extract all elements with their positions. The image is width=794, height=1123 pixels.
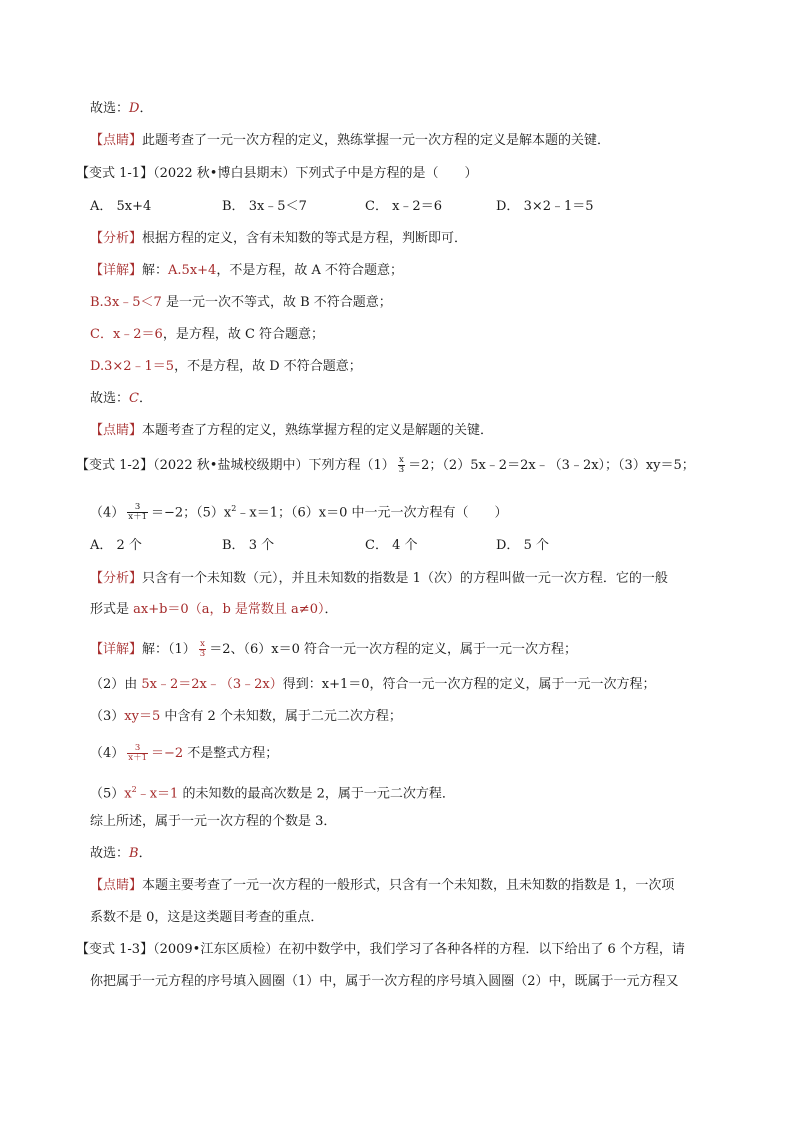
fraction: $\frac{x}{3}$ — [199, 639, 206, 659]
fraction: $\frac{3}{x+1}$ — [128, 502, 147, 523]
fenxi-line — [90, 229, 467, 249]
fraction: $\frac{x}{3}$ — [398, 455, 405, 475]
option-c: C． 4 个 — [365, 538, 418, 553]
xiangjie-line-2: B.3x﹣5＜7 是一元一次不等式，故 B 不符合题意； — [90, 295, 392, 310]
dianjing-line-1: 【点睛】本题主要考查了一元一次方程的一般形式，只含有一个未知数，且未知数的指数是 1，一次项 — [90, 878, 675, 893]
question-line-2: （4） $\frac{3}{x+1}$ ＝−2；$(5)x^2﹣x=1$；（6）x＝0 中一元一次方程有（ ） — [90, 502, 508, 523]
answer-value: B — [129, 846, 139, 861]
xiangjie-line-3: C．x﹣2＝6，是方程，故 C 符合题意； — [90, 327, 325, 342]
dianjing-line: 【点睛】本题考查了方程的定义，熟练掌握方程的定义是解题的关键． — [90, 423, 494, 438]
option-c: C． x﹣2＝6 — [365, 199, 442, 214]
xiangjie-line-1: 【详解】解：（1） $\frac{x}{3}$ ＝2、（6）x＝0 符合一元一次方程的定义，属于一元一次方程； — [90, 639, 577, 659]
question-line — [76, 164, 477, 184]
answer-value: C — [129, 391, 139, 406]
xiangjie-line-4: （4） $\frac{3}{x+1}$ ＝−2 不是整式方程； — [90, 743, 279, 763]
dianjing-line — [90, 131, 610, 151]
question-line-2: 你把属于一元方程的序号填入圆圈（1）中，属于一次方程的序号填入圆圈（2）中，既属于一元方程又 — [90, 974, 679, 989]
answer-value: D — [129, 101, 140, 116]
xiangjie-line-2: （2）由 5x﹣2＝2x﹣（3﹣2x）得到：x+1＝0，符合一元一次方程的定义，属于一元一次方程； — [90, 677, 656, 692]
fenxi-line-2: 形式是 ax+b＝0（a，b 是常数且 a≠0）． — [90, 602, 338, 617]
summary-line: 综上所述，属于一元一次方程的个数是 3． — [90, 814, 337, 829]
answer-line: 故选：D． — [90, 101, 153, 116]
xiangjie-line-3: （3）xy＝5 中含有 2 个未知数，属于二元二次方程； — [90, 709, 402, 724]
dianjing-text: 此题考查了一元一次方程的定义，熟练掌握一元一次方程的定义是解本题的关键． — [142, 133, 611, 148]
variant-tag: 【变式 1-2】 — [76, 458, 154, 473]
fenxi-tag: 【分析】 — [90, 231, 143, 246]
xiangjie-line-1: 【详解】解：A.5x+4，不是方程，故 A 不符合题意； — [90, 263, 403, 278]
variant-tag: 【变式 1-3】 — [76, 942, 154, 957]
option-a: A． 5x+4 — [90, 199, 152, 214]
question-text: （2022 秋•博白县期末）下列式子中是方程的是（ ） — [153, 166, 478, 181]
option-b: B． 3x﹣5＜7 — [222, 199, 307, 214]
fenxi-line-1: 【分析】只含有一个未知数（元），并且未知数的指数是 1（次）的方程叫做一元一次方程．它的一般 — [90, 571, 668, 586]
option-d: D． 3×2﹣1＝5 — [496, 199, 594, 214]
answer-label: 故选： — [90, 101, 130, 116]
xiangjie-tag: 【详解】 — [90, 263, 143, 278]
answer-line: 故选：B． — [90, 846, 152, 861]
question-line: 【变式 1-3】（2009•江东区质检）在初中数学中，我们学习了各种各样的方程．以下给出了 6 个方程，请 — [76, 942, 685, 957]
answer-line: 故选：C． — [90, 391, 152, 406]
fraction: $\frac{3}{x+1}$ — [128, 743, 147, 763]
dianjing-line-2: 系数不是 0，这是这类题目考查的重点． — [90, 910, 324, 925]
fenxi-text: 根据方程的定义，含有未知数的等式是方程，判断即可． — [142, 231, 468, 246]
question-line: 【变式 1-2】（2022 秋•盐城校级期中）下列方程（1） $\frac{x}{3}$ ＝2；（2）5x﹣2＝2x﹣（3﹣2x）；（3）xy＝5； — [76, 455, 695, 475]
xiangjie-line-4: D.3×2﹣1＝5，不是方程，故 D 不符合题意； — [90, 359, 362, 374]
option-d: D． 5 个 — [496, 538, 549, 553]
option-a: A． 2 个 — [90, 538, 142, 553]
variant-tag: 【变式 1-1】 — [76, 166, 154, 181]
dianjing-tag: 【点睛】 — [90, 133, 143, 148]
option-b: B． 3 个 — [222, 538, 275, 553]
xiangjie-line-5: $(5)x^2﹣x=1$ 的未知数的最高次数是 2，属于一元二次方程． — [90, 785, 455, 802]
